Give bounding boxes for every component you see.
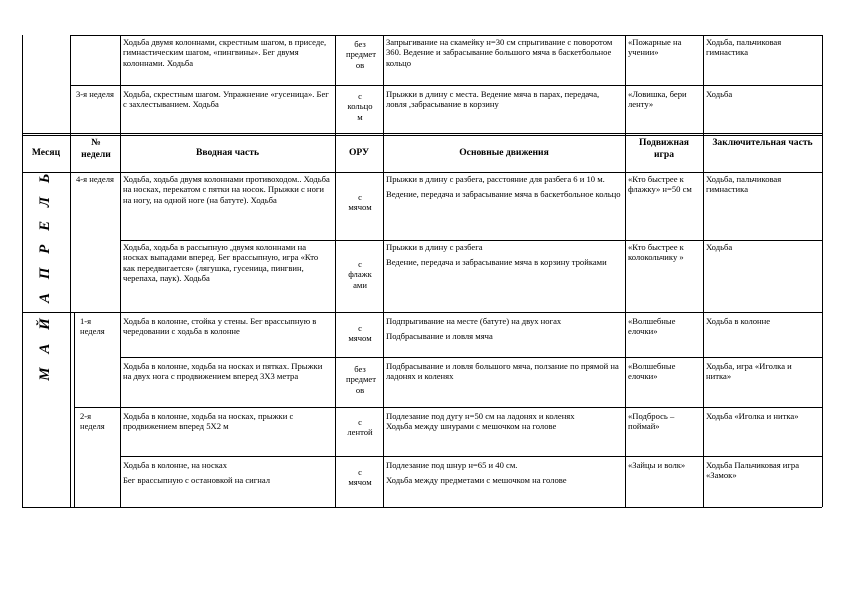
grid-line xyxy=(22,312,822,313)
header-week: № недели xyxy=(81,137,111,160)
cell-game: «Волшебные елочки» xyxy=(628,316,676,337)
header-game: Подвижная игра xyxy=(638,137,690,160)
header-month: Месяц xyxy=(31,147,61,158)
cell-oru: с мячом xyxy=(348,192,372,213)
cell-main: Прыжки в длину с места. Ведение мяча в парах, передача, ловля ,забрасывание в корзину xyxy=(386,89,600,110)
main-line-1: Подлезание под дугу н=50 см на ладонях и коленях xyxy=(386,411,575,421)
cell-intro: Ходьба двумя колоннами, скрестным шагом, в приседе, гимнастическим шагом, «пингвины». Бег двумя колоннами. Ходьба xyxy=(123,37,327,68)
cell-final: Ходьба xyxy=(706,242,733,252)
header-final: Заключительная часть xyxy=(712,137,813,148)
grid-line xyxy=(120,357,822,358)
grid-line xyxy=(22,507,822,508)
header-oru: ОРУ xyxy=(348,147,370,158)
cell-oru: без предмет ов xyxy=(346,39,376,70)
cell-oru: без предмет ов xyxy=(346,364,376,395)
cell-oru: с мячом xyxy=(348,467,372,488)
cell-final: Ходьба в колонне xyxy=(706,316,771,326)
cell-game: «Волшебные елочки» xyxy=(628,361,676,382)
cell-main xyxy=(383,458,625,507)
cell-final: Ходьба, игра «Иголка и нитка» xyxy=(706,361,792,382)
cell-game: «Зайцы и волк» xyxy=(628,460,686,470)
main-line-2: Ходьба между предметами с мешочком на голове xyxy=(386,475,567,486)
month-may: М А Й xyxy=(37,313,53,381)
main-line-2: Ведение, передача и забрасывание мяча в баскетбольное кольцо xyxy=(386,189,621,200)
cell-game: «Ловишка, бери ленту» xyxy=(628,89,687,110)
cell-main xyxy=(383,172,625,240)
cell-intro: Ходьба в колонне, ходьба на носках, прыжки с продвижением вперед 5Х2 м xyxy=(123,411,294,432)
grid-line xyxy=(22,133,822,134)
cell-main xyxy=(383,240,625,312)
grid-line xyxy=(74,407,822,408)
grid-line xyxy=(70,85,822,86)
main-line-1: Подлезание под шнур н=65 и 40 см. xyxy=(386,460,518,470)
main-line-2: Ведение, передача и забрасывание мяча в корзину тройками xyxy=(386,257,607,268)
main-line-1: Прыжки в длину с разбега xyxy=(386,242,483,252)
cell-final: Ходьба «Иголка и нитка» xyxy=(706,411,799,421)
month-april: А П Р Е Л Ь xyxy=(37,168,53,303)
cell-intro: Ходьба, ходьба двумя колоннами противоходом.. Ходьба на носках, перекатом с пятки на носок. Прыжки с ноги на ногу, на одной ноге (на батуте). Ходьба xyxy=(123,174,330,205)
cell-intro: Ходьба, ходьба в рассыпную ,двумя колоннами на носках выпадами вперед. Бег врассыпную, игра «Кто как передвигается» (лягушка, гусеница, пингвин, черепаха, паук). Ходьба xyxy=(123,242,319,284)
header-intro: Вводная часть xyxy=(195,147,260,158)
cell-main: Подбрасывание и ловля большого мяча, ползание по прямой на ладонях и коленях xyxy=(386,361,619,382)
main-line-1: Подпрыгивание на месте (батуте) на двух ногах xyxy=(386,316,562,326)
main-line-2: Ходьба между шнурами с мешочком на голове xyxy=(386,421,557,432)
cell-intro xyxy=(120,458,335,507)
cell-game: «Кто быстрее к флажку» н=50 см xyxy=(628,174,692,195)
cell-game: «Подбрось – поймай» xyxy=(628,411,675,432)
cell-week: 1-я неделя xyxy=(80,316,105,337)
cell-final: Ходьба, пальчиковая гимнастика xyxy=(706,37,782,58)
header-main: Основные движения xyxy=(459,147,549,158)
cell-final: Ходьба Пальчиковая игра «Замок» xyxy=(706,460,800,481)
cell-week: 3-я неделя xyxy=(76,89,114,99)
cell-oru: с мячом xyxy=(348,323,372,344)
grid-line xyxy=(335,35,336,507)
cell-oru: с кольцо м xyxy=(347,91,373,122)
cell-intro: Ходьба в колонне, ходьба на носках и пятках. Прыжки на двух нога с продвижением вперед 3Х3 метра xyxy=(123,361,323,382)
cell-main xyxy=(383,409,625,456)
cell-week: 2-я неделя xyxy=(80,411,105,432)
cell-main: Запрыгивание на скамейку н=30 см спрыгивание с поворотом 360. Ведение и забрасывание большого мяча в баскетбольное кольцо xyxy=(386,37,613,68)
cell-week: 4-я неделя xyxy=(76,174,114,184)
cell-intro: Ходьба в колонне, стойка у стены. Бег врассыпную в чередовании с ходьба в колонне xyxy=(123,316,317,337)
grid-line xyxy=(120,456,822,457)
main-line-2: Подбрасывание и ловля мяча xyxy=(386,331,493,342)
cell-final: Ходьба xyxy=(706,89,733,99)
cell-intro: Ходьба, скрестным шагом. Упражнение «гусеница». Бег с захлестыванием. Ходьба xyxy=(123,89,329,110)
grid-line xyxy=(822,35,823,507)
intro-line-2: Бег врассыпную с остановкой на сигнал xyxy=(123,475,271,486)
cell-oru: с лентой xyxy=(347,417,373,438)
cell-game: «Кто быстрее к колокольчику » xyxy=(628,242,684,263)
cell-main xyxy=(383,314,625,357)
grid-line xyxy=(70,312,71,507)
intro-line-1: Ходьба в колонне, на носках xyxy=(123,460,228,470)
main-line-1: Прыжки в длину с разбега, расстояние для разбега 6 и 10 м. xyxy=(386,174,605,184)
cell-game: «Пожарные на учении» xyxy=(628,37,682,58)
cell-final: Ходьба, пальчиковая гимнастика xyxy=(706,174,782,195)
grid-line xyxy=(22,35,23,507)
lesson-plan-table xyxy=(22,35,822,507)
cell-oru: с флажк ами xyxy=(348,259,372,290)
